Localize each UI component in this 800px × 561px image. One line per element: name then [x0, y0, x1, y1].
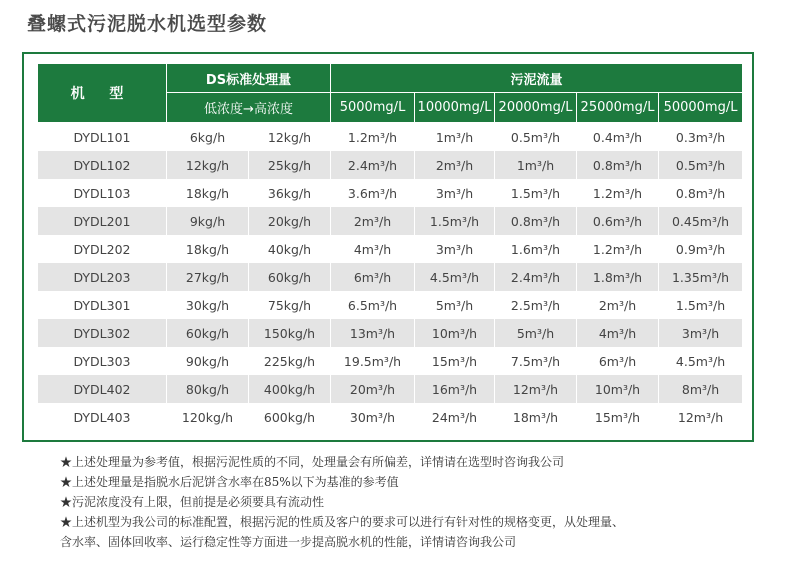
- table-cell: 1m³/h: [495, 151, 577, 179]
- table-cell: 600kg/h: [249, 403, 331, 431]
- table-cell: 0.8m³/h: [675, 185, 726, 201]
- table-cell: 60kg/h: [167, 319, 249, 347]
- table-cell: 150kg/h: [249, 319, 331, 347]
- table-cell: 18kg/h: [167, 235, 249, 263]
- table-row: [38, 123, 742, 151]
- table-cell: 80kg/h: [167, 375, 249, 403]
- table-cell: 18m³/h: [495, 403, 577, 431]
- table-row: [38, 375, 742, 403]
- model-cell: DYDL202: [38, 235, 167, 263]
- model-cell: DYDL402: [38, 375, 167, 403]
- notes: [60, 452, 780, 552]
- table-cell: 90kg/h: [167, 347, 249, 375]
- model-cell: DYDL302: [38, 319, 167, 347]
- flow-header: 污泥流量: [331, 64, 742, 93]
- table-cell: 12m³/h: [677, 409, 724, 425]
- table-cell: 0.5m³/h: [495, 123, 577, 151]
- table-cell: 6.5m³/h: [331, 291, 415, 319]
- ds-header: DS标准处理量: [167, 64, 331, 93]
- table-row: [38, 235, 742, 263]
- note-line: ★上述处理量是指脱水后泥饼含水率在85%以下为基准的参考值: [60, 475, 399, 489]
- table-cell: 10m³/h: [577, 375, 659, 403]
- table-cell: 1.2m³/h: [577, 179, 659, 207]
- table-row: [38, 319, 742, 347]
- table-cell: 2.4m³/h: [495, 263, 577, 291]
- table-cell: 1m³/h: [415, 123, 495, 151]
- table-cell: 1.6m³/h: [495, 235, 577, 263]
- table-cell: 120kg/h: [167, 403, 249, 431]
- model-cell: DYDL301: [38, 291, 167, 319]
- table-cell: 1.35m³/h: [659, 263, 742, 291]
- model-cell: DYDL102: [38, 151, 167, 179]
- table-row: [38, 151, 742, 179]
- flow-column-header: 5000mg/L: [331, 93, 415, 123]
- table-cell: 6m³/h: [331, 263, 415, 291]
- model-header: 机 型: [38, 64, 167, 123]
- flow-column-header: 50000mg/L: [659, 93, 742, 123]
- table-cell: 4m³/h: [577, 319, 659, 347]
- table-cell: 6m³/h: [577, 347, 659, 375]
- note-line: ★上述机型为我公司的标准配置，根据污泥的性质及客户的要求可以进行有针对性的规格变更，从处理量、: [60, 515, 625, 529]
- table-cell: 24m³/h: [415, 403, 495, 431]
- table-cell: 25kg/h: [249, 151, 331, 179]
- flow-column-header: 20000mg/L: [495, 93, 577, 123]
- table-row: [38, 403, 742, 431]
- table-cell: 2.4m³/h: [331, 151, 415, 179]
- table-cell: 3.6m³/h: [331, 179, 415, 207]
- table-cell: 9kg/h: [167, 207, 249, 235]
- table-cell: 18kg/h: [167, 179, 249, 207]
- table-cell: 0.4m³/h: [577, 123, 659, 151]
- table-cell: 12m³/h: [495, 375, 577, 403]
- table-cell: 30kg/h: [167, 291, 249, 319]
- table-cell: 2.5m³/h: [495, 291, 577, 319]
- table-cell: 0.6m³/h: [577, 207, 659, 235]
- table-cell: 2m³/h: [415, 151, 495, 179]
- page-title: 叠螺式污泥脱水机选型参数: [27, 13, 268, 35]
- table-cell: 40kg/h: [249, 235, 331, 263]
- table-cell: 0.3m³/h: [675, 129, 726, 145]
- table-row: [38, 263, 742, 291]
- table-cell: 0.9m³/h: [675, 241, 726, 257]
- note-line: ★上述处理量为参考值，根据污泥性质的不同，处理量会有所偏差，详情请在选型时咨询我公司: [60, 455, 565, 469]
- table-cell: 4.5m³/h: [415, 263, 495, 291]
- table-cell: 400kg/h: [249, 375, 331, 403]
- table-cell: 20m³/h: [331, 375, 415, 403]
- table-cell: 15m³/h: [577, 403, 659, 431]
- table-cell: 20kg/h: [249, 207, 331, 235]
- spec-table: [38, 64, 742, 431]
- table-cell: 36kg/h: [249, 179, 331, 207]
- table-cell: 12kg/h: [167, 151, 249, 179]
- table-cell: 225kg/h: [249, 347, 331, 375]
- table-row: [38, 207, 742, 235]
- table-cell: 3m³/h: [659, 319, 742, 347]
- table-row: [38, 291, 742, 319]
- table-cell: 1.5m³/h: [675, 297, 726, 313]
- table-cell: 2m³/h: [577, 291, 659, 319]
- table-cell: 0.45m³/h: [659, 207, 742, 235]
- table-cell: 0.8m³/h: [495, 207, 577, 235]
- table-cell: 1.2m³/h: [331, 123, 415, 151]
- table-cell: 2m³/h: [331, 207, 415, 235]
- table-cell: 19.5m³/h: [331, 347, 415, 375]
- table-cell: 1.5m³/h: [495, 179, 577, 207]
- model-cell: DYDL201: [38, 207, 167, 235]
- table-cell: 6kg/h: [167, 123, 249, 151]
- table-cell: 3m³/h: [415, 235, 495, 263]
- table-cell: 60kg/h: [249, 263, 331, 291]
- note-line: ★污泥浓度没有上限，但前提是必须要具有流动性: [60, 495, 325, 509]
- table-cell: 0.5m³/h: [659, 151, 742, 179]
- model-cell: DYDL203: [38, 263, 167, 291]
- model-cell: DYDL303: [38, 347, 167, 375]
- flow-column-header: 10000mg/L: [415, 93, 495, 123]
- flow-column-header: 25000mg/L: [577, 93, 659, 123]
- spec-table-frame: [22, 52, 754, 442]
- table-cell: 7.5m³/h: [495, 347, 577, 375]
- table-cell: 8m³/h: [659, 375, 742, 403]
- table-cell: 75kg/h: [249, 291, 331, 319]
- table-cell: 30m³/h: [331, 403, 415, 431]
- table-row: [38, 179, 742, 207]
- model-cell: DYDL101: [38, 123, 167, 151]
- table-cell: 12kg/h: [249, 123, 331, 151]
- table-cell: 0.8m³/h: [577, 151, 659, 179]
- table-cell: 4.5m³/h: [675, 353, 726, 369]
- table-cell: 5m³/h: [495, 319, 577, 347]
- note-line: 含水率、固体回收率、运行稳定性等方面进一步提高脱水机的性能，详情请咨询我公司: [60, 535, 517, 549]
- table-cell: 5m³/h: [415, 291, 495, 319]
- table-cell: 1.8m³/h: [577, 263, 659, 291]
- model-cell: DYDL103: [38, 179, 167, 207]
- table-cell: 3m³/h: [415, 179, 495, 207]
- table-cell: 13m³/h: [331, 319, 415, 347]
- table-cell: 10m³/h: [415, 319, 495, 347]
- table-cell: 27kg/h: [167, 263, 249, 291]
- table-cell: 1.2m³/h: [577, 235, 659, 263]
- table-cell: 16m³/h: [415, 375, 495, 403]
- ds-subheader: 低浓度→高浓度: [167, 93, 331, 123]
- table-row: [38, 347, 742, 375]
- table-cell: 4m³/h: [331, 235, 415, 263]
- model-cell: DYDL403: [38, 403, 167, 431]
- table-body: [38, 123, 742, 431]
- table-cell: 1.5m³/h: [415, 207, 495, 235]
- table-cell: 15m³/h: [415, 347, 495, 375]
